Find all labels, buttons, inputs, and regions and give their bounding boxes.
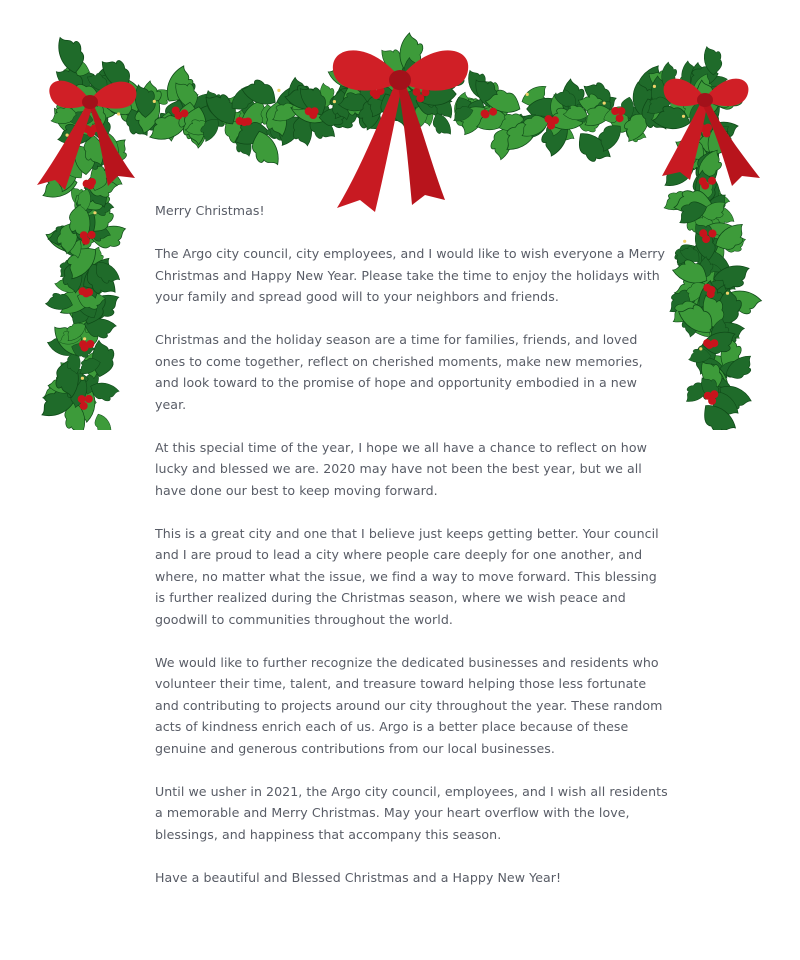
holly-berry-icon (702, 235, 710, 243)
letter-closing: Have a beautiful and Blessed Christmas and a Happy New Year! (155, 869, 562, 885)
holly-berry-icon (180, 109, 188, 117)
holly-berry-icon (701, 182, 709, 190)
sparkle-icon (93, 211, 96, 214)
sparkle-icon (682, 115, 685, 118)
letter-paragraph-2: Christmas and the holiday season are a time for families, friends, and loved ones to come together, reflect on cherished moments, make new memories, and look toward to the promise of hope and opportunity embodied in a new year. (155, 332, 643, 412)
letter-paragraph-3: At this special time of the year, I hope we all have a chance to reflect on how lucky and blessed we are. 2020 may have not been the best year, but we all have done our best to keep moving forward. (155, 439, 647, 498)
holly-berry-icon (708, 286, 716, 294)
holly-berry-icon (78, 395, 86, 403)
sparkle-icon (603, 102, 606, 105)
holly-leaf-icon (91, 411, 113, 430)
sparkle-icon (726, 292, 729, 295)
holly-berry-icon (82, 237, 90, 245)
holly-berry-icon (709, 230, 717, 238)
sparkle-icon (333, 100, 336, 103)
holly-berry-icon (617, 107, 625, 115)
sparkle-icon (526, 93, 529, 96)
holly-berry-icon (704, 124, 712, 132)
holly-berry-icon (80, 402, 88, 410)
letter-paragraph-6: Until we usher in 2021, the Argo city council, employees, and I wish all residents a memorable and Merry Christmas. May your heart overflow with the love, blessings, and happiness that accompany this season. (155, 783, 668, 842)
letter-greeting: Merry Christmas! (155, 203, 265, 218)
sparkle-icon (117, 112, 120, 115)
holly-berry-icon (88, 178, 96, 186)
holly-berry-icon (88, 231, 96, 239)
sparkle-icon (81, 377, 84, 380)
sparkle-icon (699, 347, 702, 350)
holly-berry-icon (551, 116, 559, 124)
sparkle-icon (683, 240, 686, 243)
sparkle-icon (66, 134, 69, 137)
letter-paragraph-5: We would like to further recognize the dedicated businesses and residents who volunteer their time, talent, and treasure toward helping those less fortunate and contributing to projects around our city throughout the year. These random acts of kindness enrich each of us. Argo is a better place because of these genuine and generous contributions from our local businesses. (155, 654, 663, 756)
holly-berry-icon (710, 390, 718, 398)
sparkle-icon (653, 85, 656, 88)
sparkle-icon (83, 337, 86, 340)
holly-berry-icon (482, 110, 490, 118)
sparkle-icon (153, 100, 156, 103)
sparkle-icon (277, 89, 280, 92)
holly-berry-icon (489, 108, 497, 116)
letter-paragraph-4: This is a great city and one that I believe just keeps getting better. Your council and I are proud to lead a city where people care deeply for one another, and where, no matter what the issue, we find a way to move forward. This blessing is further realized during the Christmas season, where we wish peace and goodwill to communities throughout the world. (155, 525, 659, 627)
letter-paragraph-1: The Argo city council, city employees, and I would like to wish everyone a Merry Christmas and Happy New Year. Please take the time to enjoy the holidays with your family and spread good will to your neighbors and friends. (155, 246, 666, 304)
holly-berry-icon (708, 177, 716, 185)
holly-berry-icon (616, 114, 624, 122)
holly-berry-icon (86, 340, 94, 348)
holly-berry-icon (85, 288, 93, 296)
letter-body (155, 200, 670, 888)
holly-berry-icon (85, 395, 93, 403)
holly-berry-icon (710, 339, 718, 347)
holly-berry-icon (244, 118, 252, 126)
holly-berry-icon (311, 107, 319, 115)
